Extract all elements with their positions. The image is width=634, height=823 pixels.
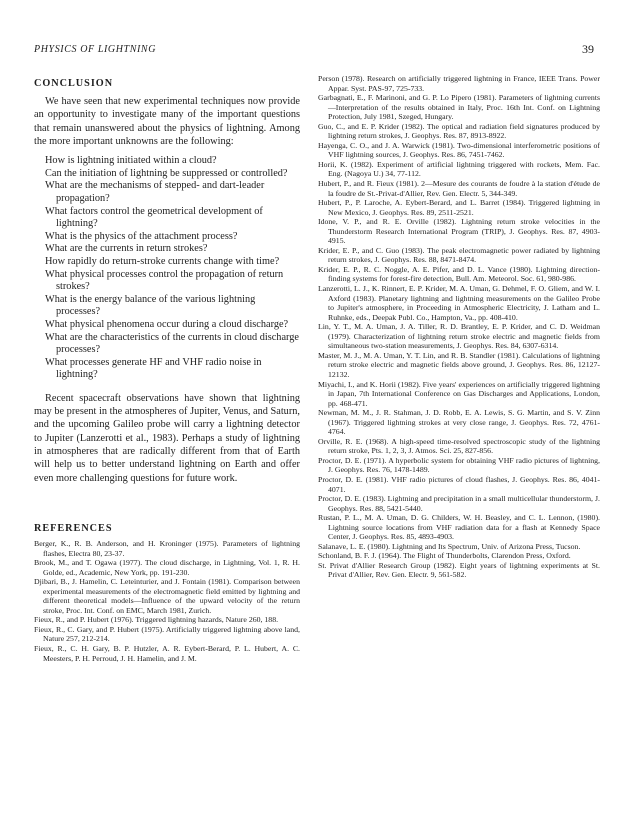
reference-entry: Horii, K. (1982). Experiment of artificial lightning triggered with rockets, Mem. Fac. Eng. (Nagoya U.) 34, 77-112. — [318, 159, 600, 179]
question-text: What physical phenomena occur during a cloud discharge? — [45, 318, 289, 330]
reference-entry: Orville, R. E. (1968). A high-speed time-resolved spectroscopic study of the lightning return stroke, Pts. 1, 2, 3, J. Atmos. Sci. 25, 827-856. — [318, 436, 600, 456]
reference-entry: Idone, V. P., and R. E. Orville (1982). Lightning return stroke velocities in the Thunderstorm Research International Program (TRIP), J. Geophys. Res. 87, 4903-4915. — [318, 217, 600, 246]
question-item — [34, 357, 300, 382]
running-title: PHYSICS OF LIGHTNING — [34, 44, 157, 55]
reference-entry: Proctor, D. E. (1981). VHF radio pictures of cloud flashes, J. Geophys. Res. 86, 4041-4071. — [318, 474, 600, 494]
question-text: What physical processes control the propagation of return strokes? — [45, 268, 284, 293]
question-item — [34, 269, 300, 294]
reference-entry: Newman, M. M., J. R. Stahman, J. D. Robb, E. A. Lewis, S. G. Martin, and S. V. Zinn (1967). Triggered lightning strokes at very close range, J. Geophys. Res. 72, 4761-4764. — [318, 408, 600, 437]
references-left — [34, 539, 300, 663]
reference-entry: Fieux, R., C. Gary, and P. Hubert (1975). Artificially triggered lightning above land, Nature 257, 212-214. — [34, 624, 300, 644]
question-item — [34, 206, 300, 231]
right-column — [318, 74, 600, 580]
reference-entry: Rustan, P. L., M. A. Uman, D. G. Childers, W. H. Beasley, and C. L. Lennon, (1980). Lightning source locations from VHF radiation data for a flash at Kennedy Space Center, J. Geophys. Res. 85, 4893-4903. — [318, 513, 600, 542]
left-column — [34, 74, 300, 663]
reference-entry: Person (1978). Research on artificially triggered lightning in France, IEEE Trans. Power Appar. Syst. PAS-97, 725-733. — [318, 74, 600, 93]
reference-entry: Proctor, D. E. (1983). Lightning and precipitation in a small multicellular thunderstorm, J. Geophys. Res. 88, 5421-5440. — [318, 494, 600, 513]
question-item — [34, 294, 300, 319]
reference-entry: Lanzerotti, L. J., K. Rinnert, E. P. Krider, M. A. Uman, G. Dehmel, F. O. Gliem, and W. I. Axford (1983). Planetary lightning and lightning measurements on the Galileo Probe to Jupiter's atmosphere, in Proceeding in Atmospheric Electricity, J. Latham and L. Ruhnke, eds., Deepak Publ. Co., Hampton, Va., pp. 408-410. — [318, 284, 600, 322]
reference-entry: Master, M. J., M. A. Uman, Y. T. Lin, and R. B. Standler (1981). Calculations of lightning return stroke electric and magnetic fields above ground, J. Geophys. Res. 86, 12127-12132. — [318, 350, 600, 379]
reference-entry: Lin, Y. T., M. A. Uman, J. A. Tiller, R. D. Brantley, E. P. Krider, and C. D. Weidman (1979). Characterization of lightning return stroke electric and magnetic fields from simultaneous two-station measurements, J. Geophys. Res. 84, 6307-6314. — [318, 322, 600, 351]
question-text: How is lightning initiated within a cloud? — [45, 155, 217, 167]
question-text: Can the initiation of lightning be suppressed or controlled? — [45, 167, 288, 179]
question-item — [34, 231, 300, 244]
reference-entry: Brook, M., and T. Ogawa (1977). The cloud discharge, in Lightning, Vol. 1, R. H. Golde, ed., Academic, New York, pp. 191-230. — [34, 558, 300, 577]
question-text: What is the energy balance of the various lightning processes? — [45, 293, 256, 318]
conclusion-intro: We have seen that new experimental techniques now provide an opportunity to investigate many of the important questions that remain unanswered about the physics of lightning. Among the more important unknowns are the following: — [34, 96, 300, 147]
reference-entry: Krider, E. P., R. C. Noggle, A. E. Pifer, and D. L. Vance (1980). Lightning direction-finding systems for forest-fire detection, Bull. Am. Meteorol. Soc. 61, 980-986. — [318, 264, 600, 284]
question-text: What is the physics of the attachment process? — [45, 230, 238, 242]
page-number: 39 — [582, 42, 594, 56]
reference-entry: Djibari, B., J. Hamelin, C. Leteinturier, and J. Fontain (1981). Comparison between experimental measurements of the electromagnetic field emitted by lightning and different theoretical models—Influence of the upward velocity of the return stroke, Proc. Int. Conf. on EMC, March 1981, Zurich. — [34, 577, 300, 615]
reference-entry: Miyachi, I., and K. Horii (1982). Five years' experiences on artificially triggered lightning in Japan, 7th International Conference on Gas Discharges and Applications, London, pp. 468-471. — [318, 379, 600, 408]
conclusion-heading: CONCLUSION — [34, 78, 114, 89]
reference-entry: St. Privat d'Allier Research Group (1982). Eight years of lightning experiments at St. Privat d'Allier, Rev. Gen. Electr. 9, 561-582. — [318, 560, 600, 580]
question-text: What are the mechanisms of stepped- and dart-leader propagation? — [45, 180, 265, 204]
question-item — [34, 332, 300, 357]
question-text: What processes generate HF and VHF radio noise in lightning? — [45, 356, 262, 381]
reference-entry: Hubert, P., and R. Fieux (1981). 2—Mesure des courants de foudre à la station d'étude de la foudre de St.-Privat-d'Allier, Rev. Gen. Electr. 5, 344-349. — [318, 179, 600, 198]
question-item — [34, 243, 300, 256]
reference-entry: Fieux, R., and P. Hubert (1976). Triggered lightning hazards, Nature 260, 188. — [34, 615, 279, 625]
reference-entry: Proctor, D. E. (1971). A hyperbolic system for obtaining VHF radio pictures of lightning, J. Geophys. Res. 76, 1478-1489. — [318, 455, 600, 475]
question-item — [34, 155, 300, 168]
question-text: What factors control the geometrical development of lightning? — [45, 205, 263, 230]
question-list — [34, 155, 300, 382]
question-item — [34, 180, 300, 205]
reference-entry: Hubert, P., P. Laroche, A. Eybert-Berard, and L. Barret (1984). Triggered lightning in New Mexico, J. Geophys. Res. 89, 2511-2521. — [318, 198, 600, 217]
conclusion-closing: Recent spacecraft observations have shown that lightning may be present in the atmospheres of Jupiter, Venus, and Saturn, and the upcoming Galileo probe will carry a lightning detector to Jupiter (Lanzerotti et al., 1983). Perhaps a study of lightning in atmospheres that are radically different from that of Earth will help us to better understand lightning on Earth and offer even more challenging questions for future work. — [34, 392, 300, 484]
reference-entry: Salanave, L. E. (1980). Lightning and Its Spectrum, Univ. of Arizona Press, Tucson. — [318, 541, 581, 551]
reference-entry: Garbagnati, E., F. Marinoni, and G. P. Lo Pipero (1981). Parameters of lightning currents—Interpretation of the results obtained in Italy, Proc. 16th Int. Conf. on Lightning Protection, July 1981, Szeged, Hungary. — [318, 93, 600, 122]
question-text: How rapidly do return-stroke currents change with time? — [45, 255, 280, 267]
question-item — [34, 168, 300, 181]
reference-entry: Krider, E. P., and C. Guo (1983). The peak electromagnetic power radiated by lightning return strokes, J. Geophys. Res. 88, 8471-8474. — [318, 245, 600, 265]
references-heading: REFERENCES — [34, 522, 113, 534]
question-text: What are the currents in return strokes? — [45, 243, 208, 255]
question-item — [34, 256, 300, 269]
question-item — [34, 319, 300, 332]
reference-entry: Schonland, B. F. J. (1964). The Flight of Thunderbolts, Clarendon Press, Oxford. — [318, 551, 571, 561]
question-text: What are the characteristics of the currents in cloud discharge processes? — [45, 331, 299, 356]
reference-entry: Fieux, R., C. H. Gary, B. P. Hutzler, A. R. Eybert-Berard, P. L. Hubert, A. C. Meesters, P. H. Perroud, J. H. Hamelin, and J. M. — [34, 643, 300, 663]
reference-entry: Berger, K., R. B. Anderson, and H. Kroninger (1975). Parameters of lightning flashes, Electra 80, 23-37. — [34, 538, 300, 558]
reference-entry: Hayenga, C. O., and J. A. Warwick (1981). Two-dimensional interferometric positions of VHF lightning sources, J. Geophys. Res. 86, 7451-7462. — [318, 140, 600, 160]
reference-entry: Guo, C., and E. P. Krider (1982). The optical and radiation field signatures produced by lightning return strokes, J. Geophys. Res. 87, 8913-8922. — [318, 121, 600, 141]
